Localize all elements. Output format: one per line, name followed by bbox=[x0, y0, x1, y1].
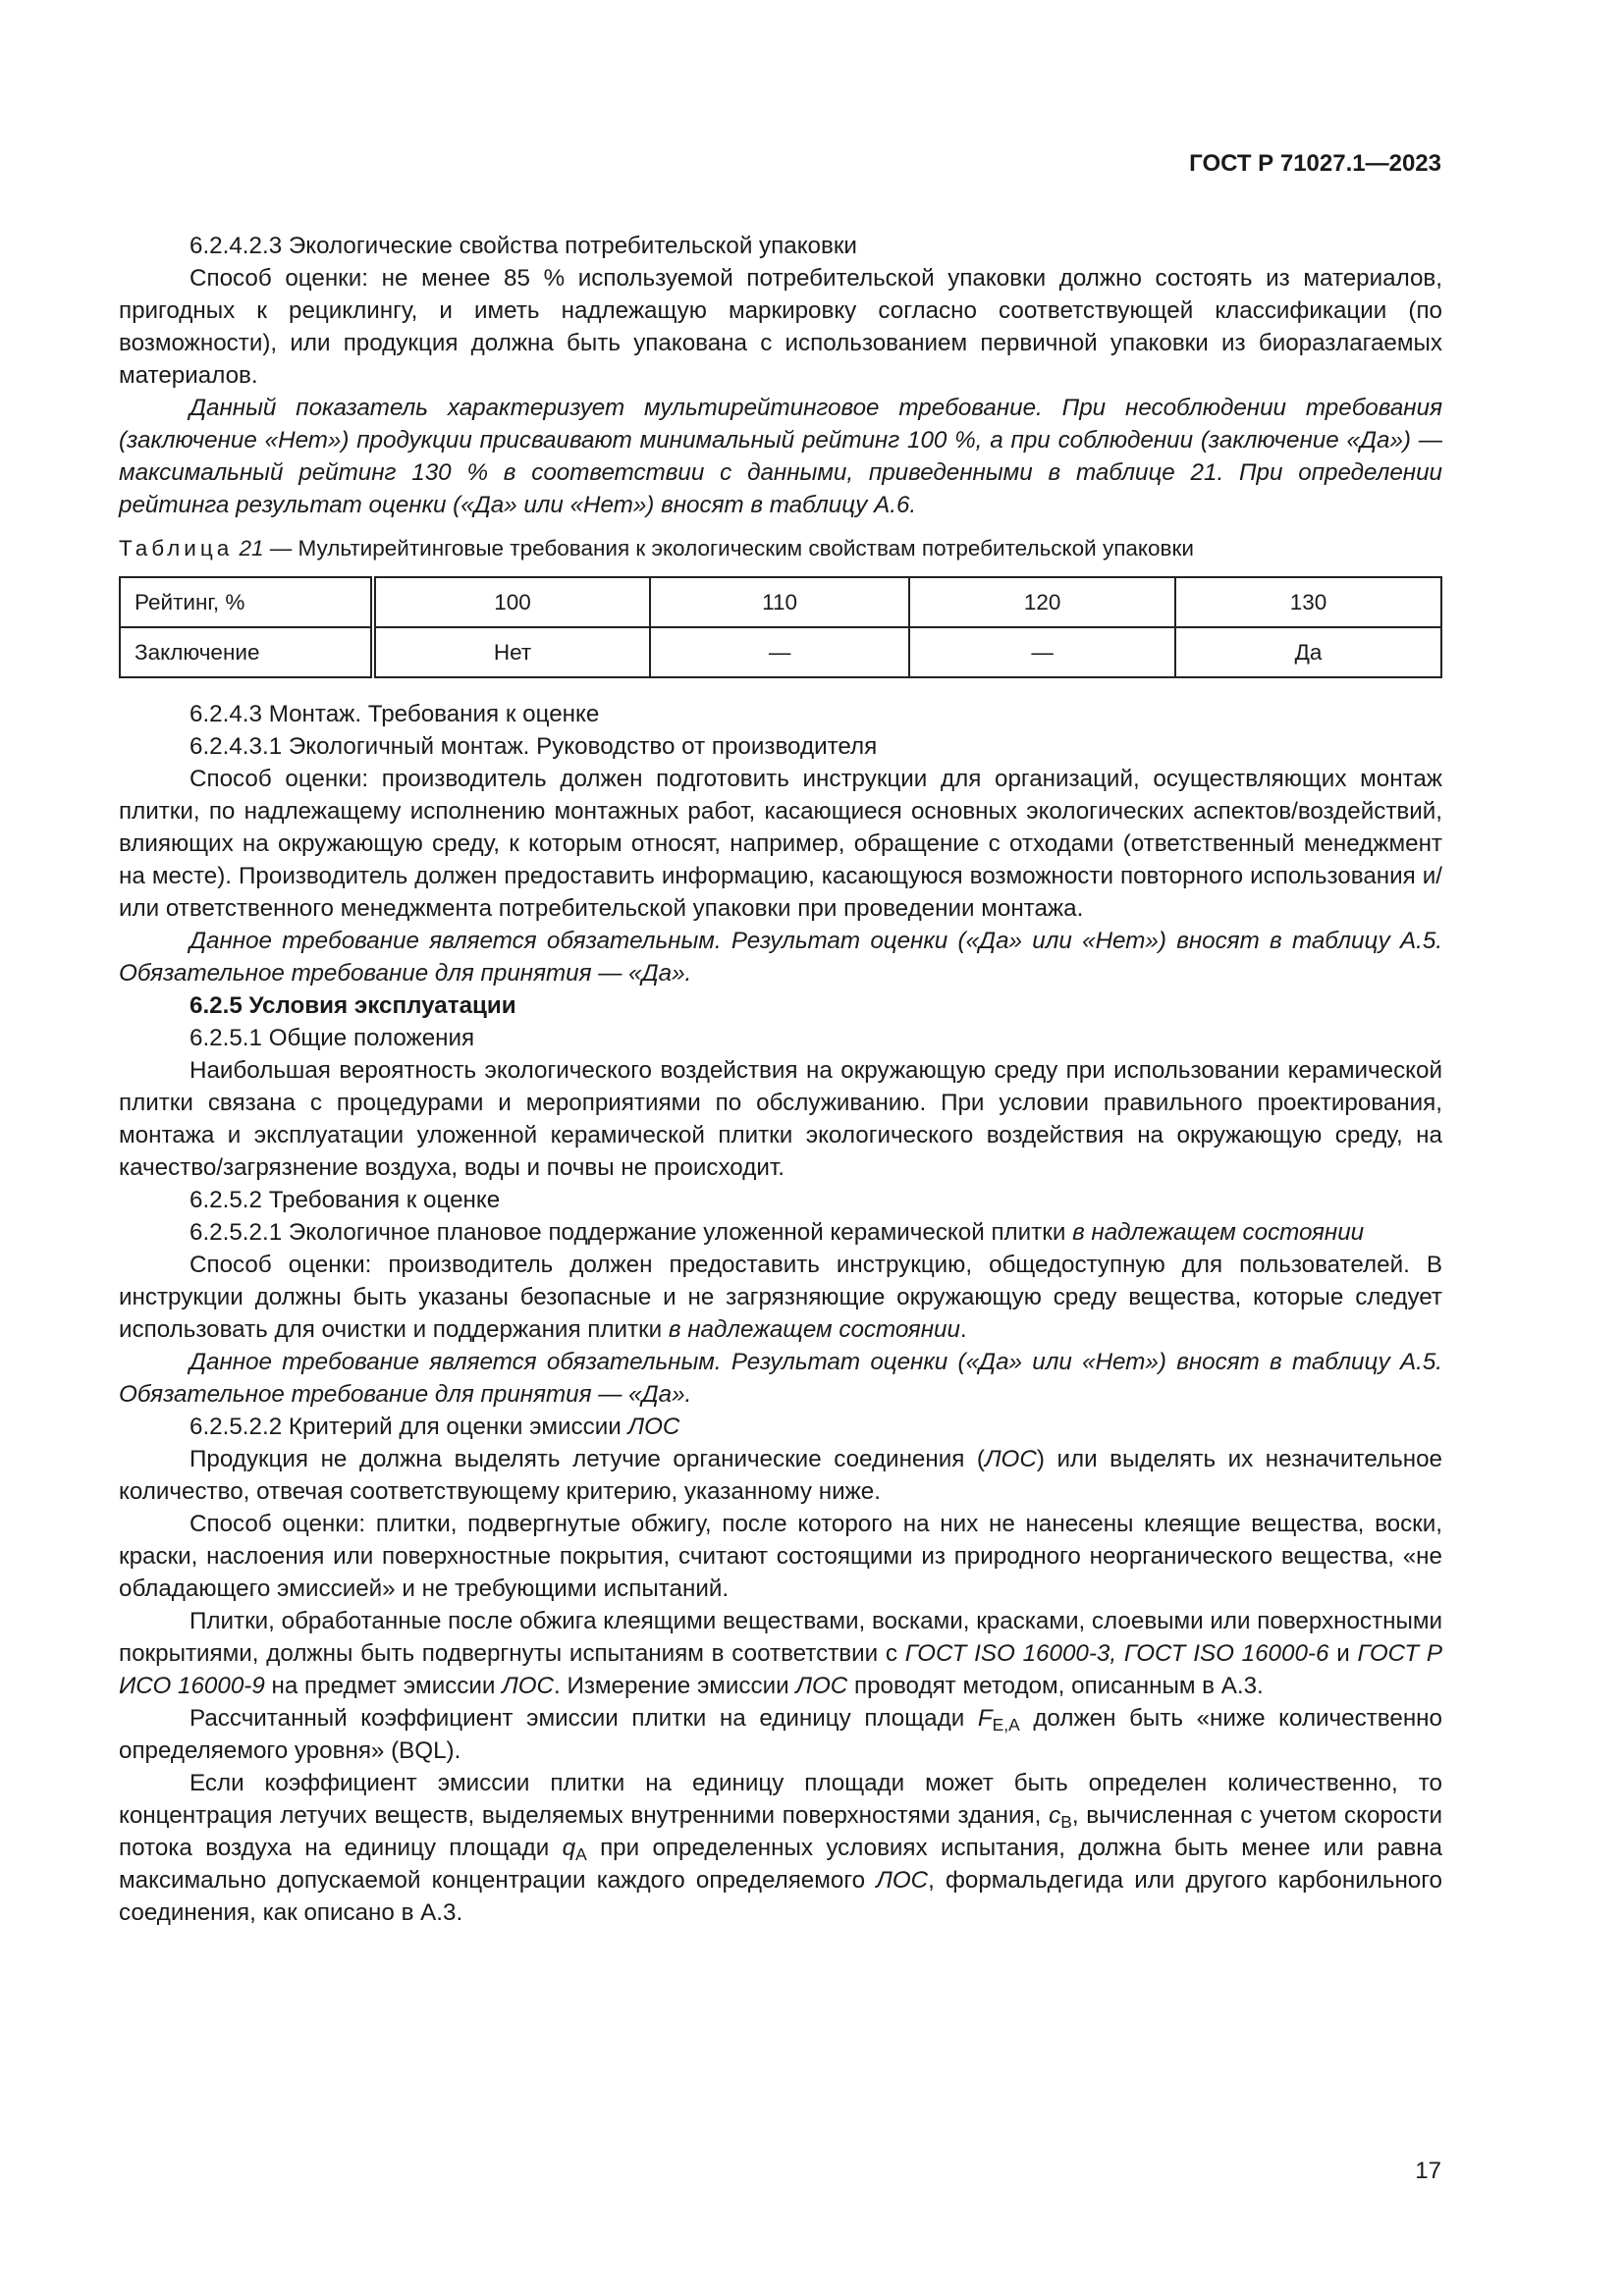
row-label: Рейтинг, % bbox=[120, 577, 373, 627]
text-run: , формальдегида или другого карбонильного соединения, как описано в А.3. bbox=[119, 1867, 1442, 1926]
table-cell: 110 bbox=[650, 577, 909, 627]
paragraph: Способ оценки: не менее 85 % используемой потребительской упаковки должно состоять из материалов, пригодных к рециклингу, и иметь надлежащую маркировку согласно соответствующей классификации (по возможности), или продукция должна быть упакована с использованием первичной упаковки из биоразлагаемых материалов. bbox=[119, 265, 1442, 389]
paragraph: Наибольшая вероятность экологического воздействия на окружающую среду при использовании керамической плитки связана с процедурами и мероприятиями по обслуживанию. При условии правильного проектирования, монтажа и эксплуатации уложенной керамической плитки экологического воздействия на окружающую среду, на качество/загрязнение воздуха, воды и почвы не происходит. bbox=[119, 1057, 1442, 1181]
page-number: 17 bbox=[1415, 2158, 1441, 2184]
text-run: ) или выделять их незначительное количество, отвечая соответствующему критерию, указанному ниже. bbox=[119, 1446, 1442, 1505]
table-row bbox=[120, 627, 1441, 677]
text-run: Рассчитанный коэффициент эмиссии плитки на единицу площади bbox=[189, 1705, 978, 1732]
text-run-italic: ЛОС bbox=[502, 1673, 555, 1699]
paragraph: Способ оценки: плитки, подвергнутые обжигу, после которого на них не нанесены клеящие вещества, воски, краски, наслоения или поверхностные покрытия, считают состоящими из природного неорганического вещества, «не обладающего эмиссией» и не требующими испытаний. bbox=[119, 1511, 1442, 1602]
note-paragraph: Данный показатель характеризует мультирейтинговое требование. При несоблюдении требования (заключение «Нет») продукции присваивают минимальный рейтинг 100 %, а при соблюдении (заключение «Да») — максимальный рейтинг 130 % в соответствии с данными, приведенными в таблице 21. При определении рейтинга результат оценки («Да» или «Нет») вносят в таблицу А.6. bbox=[119, 395, 1442, 518]
paragraph: Способ оценки: производитель должен подготовить инструкции для организаций, осуществляющих монтаж плитки, по надлежащему исполнению монтажных работ, касающиеся основных экологических аспектов/воздействий, влияющих на окружающую среду, к которым относят, например, обращение с отходами (ответственный менеджмент на месте). Производитель должен предоставить информацию, касающуюся возможности повторного использования и/или ответственного менеджмента потребительской упаковки при проведении монтажа. bbox=[119, 766, 1442, 922]
text-run-italic: в надлежащем состоянии bbox=[668, 1316, 960, 1343]
text-run: Плитки, обработанные после обжига клеящими веществами, восками, красками, слоевыми или поверхностными покрытиями, должны быть подвергнуты испытаниям в соответствии с bbox=[119, 1608, 1442, 1667]
row-label: Заключение bbox=[120, 627, 373, 677]
standard-reference: ГОСТ ISO 16000-3, ГОСТ ISO 16000-6 bbox=[904, 1640, 1329, 1667]
text-run: . bbox=[959, 1316, 967, 1343]
table-caption-number: 21 bbox=[239, 536, 264, 561]
document-id: ГОСТ Р 71027.1—2023 bbox=[1189, 150, 1441, 177]
table-21 bbox=[119, 576, 1442, 678]
subsection-heading bbox=[119, 1216, 1442, 1249]
note-paragraph: Данное требование является обязательным. Результат оценки («Да» или «Нет») вносят в таблицу А.5. Обязательное требование для принятия — «Да». bbox=[119, 928, 1442, 987]
text-run: проводят методом, описанным в А.3. bbox=[847, 1673, 1264, 1699]
page-body bbox=[119, 230, 1442, 1929]
formula-symbol: c bbox=[1049, 1802, 1061, 1829]
text-run: и bbox=[1328, 1640, 1358, 1667]
subsection-heading bbox=[119, 1411, 1442, 1443]
table-caption-text: — Мультирейтинговые требования к экологическим свойствам потребительской упаковки bbox=[263, 536, 1194, 561]
table-cell: Да bbox=[1175, 627, 1441, 677]
table-cell: — bbox=[650, 627, 909, 677]
note-paragraph: Данное требование является обязательным. Результат оценки («Да» или «Нет») вносят в таблицу А.5. Обязательное требование для принятия — «Да». bbox=[119, 1349, 1442, 1408]
subsection-heading: 6.2.5.2 Требования к оценке bbox=[189, 1187, 501, 1213]
formula-subscript: B bbox=[1060, 1812, 1072, 1833]
text-run: , вычисленная с учетом скорости потока воздуха на единицу площади bbox=[119, 1802, 1442, 1861]
table-caption bbox=[119, 534, 1442, 563]
section-heading: 6.2.4.2.3 Экологические свойства потребительской упаковки bbox=[189, 233, 857, 259]
paragraph bbox=[119, 1605, 1442, 1702]
paragraph bbox=[119, 1249, 1442, 1346]
table-cell: Нет bbox=[373, 627, 650, 677]
text-run-italic: ЛОС bbox=[876, 1867, 929, 1894]
text-run: . Измерение эмиссии bbox=[554, 1673, 796, 1699]
section-heading-bold: 6.2.5 Условия эксплуатации bbox=[189, 992, 516, 1019]
paragraph bbox=[119, 1767, 1442, 1929]
text-run-italic: ЛОС bbox=[984, 1446, 1037, 1472]
subsection-heading: 6.2.5.1 Общие положения bbox=[189, 1025, 475, 1051]
table-caption-word: Таблица bbox=[119, 536, 234, 561]
text-run-italic: ЛОС bbox=[627, 1414, 680, 1440]
formula-symbol: q bbox=[562, 1835, 576, 1861]
text-run: должен быть «ниже количественно определяемого уровня» (BQL). bbox=[119, 1705, 1442, 1764]
text-run: 6.2.5.2.1 Экологичное плановое поддержание уложенной керамической плитки bbox=[189, 1219, 1073, 1246]
text-run-italic: ЛОС bbox=[795, 1673, 848, 1699]
standard-reference: ГОСТ Р ИСО 16000-9 bbox=[119, 1640, 1443, 1699]
text-run-italic: в надлежащем состоянии bbox=[1072, 1219, 1365, 1246]
text-run: Способ оценки: производитель должен предоставить инструкцию, общедоступную для пользователей. В инструкции должны быть указаны безопасные и не загрязняющие окружающую среду вещества, которые следует использовать для очистки и поддержания плитки bbox=[119, 1252, 1442, 1343]
formula-subscript: A bbox=[575, 1844, 587, 1865]
text-run: при определенных условиях испытания, должна быть менее или равна максимально допускаемой концентрации каждого определяемого bbox=[119, 1835, 1442, 1894]
text-run: Если коэффициент эмиссии плитки на единицу площади может быть определен количественно, то концентрация летучих веществ, выделяемых внутренними поверхностями здания, bbox=[119, 1770, 1442, 1829]
text-run: Продукция не должна выделять летучие органические соединения ( bbox=[189, 1446, 985, 1472]
text-run: 6.2.5.2.2 Критерий для оценки эмиссии bbox=[189, 1414, 628, 1440]
text-run: на предмет эмиссии bbox=[264, 1673, 503, 1699]
subsection-heading: 6.2.4.3.1 Экологичный монтаж. Руководство от производителя bbox=[189, 733, 878, 760]
formula-symbol: F bbox=[977, 1705, 993, 1732]
paragraph bbox=[119, 1443, 1442, 1508]
table-row bbox=[120, 577, 1441, 627]
table-cell: — bbox=[909, 627, 1175, 677]
table-cell: 100 bbox=[373, 577, 650, 627]
section-heading: 6.2.4.3 Монтаж. Требования к оценке bbox=[189, 701, 600, 727]
paragraph bbox=[119, 1702, 1442, 1767]
table-cell: 130 bbox=[1175, 577, 1441, 627]
formula-subscript: E,A bbox=[992, 1715, 1020, 1735]
table-cell: 120 bbox=[909, 577, 1175, 627]
